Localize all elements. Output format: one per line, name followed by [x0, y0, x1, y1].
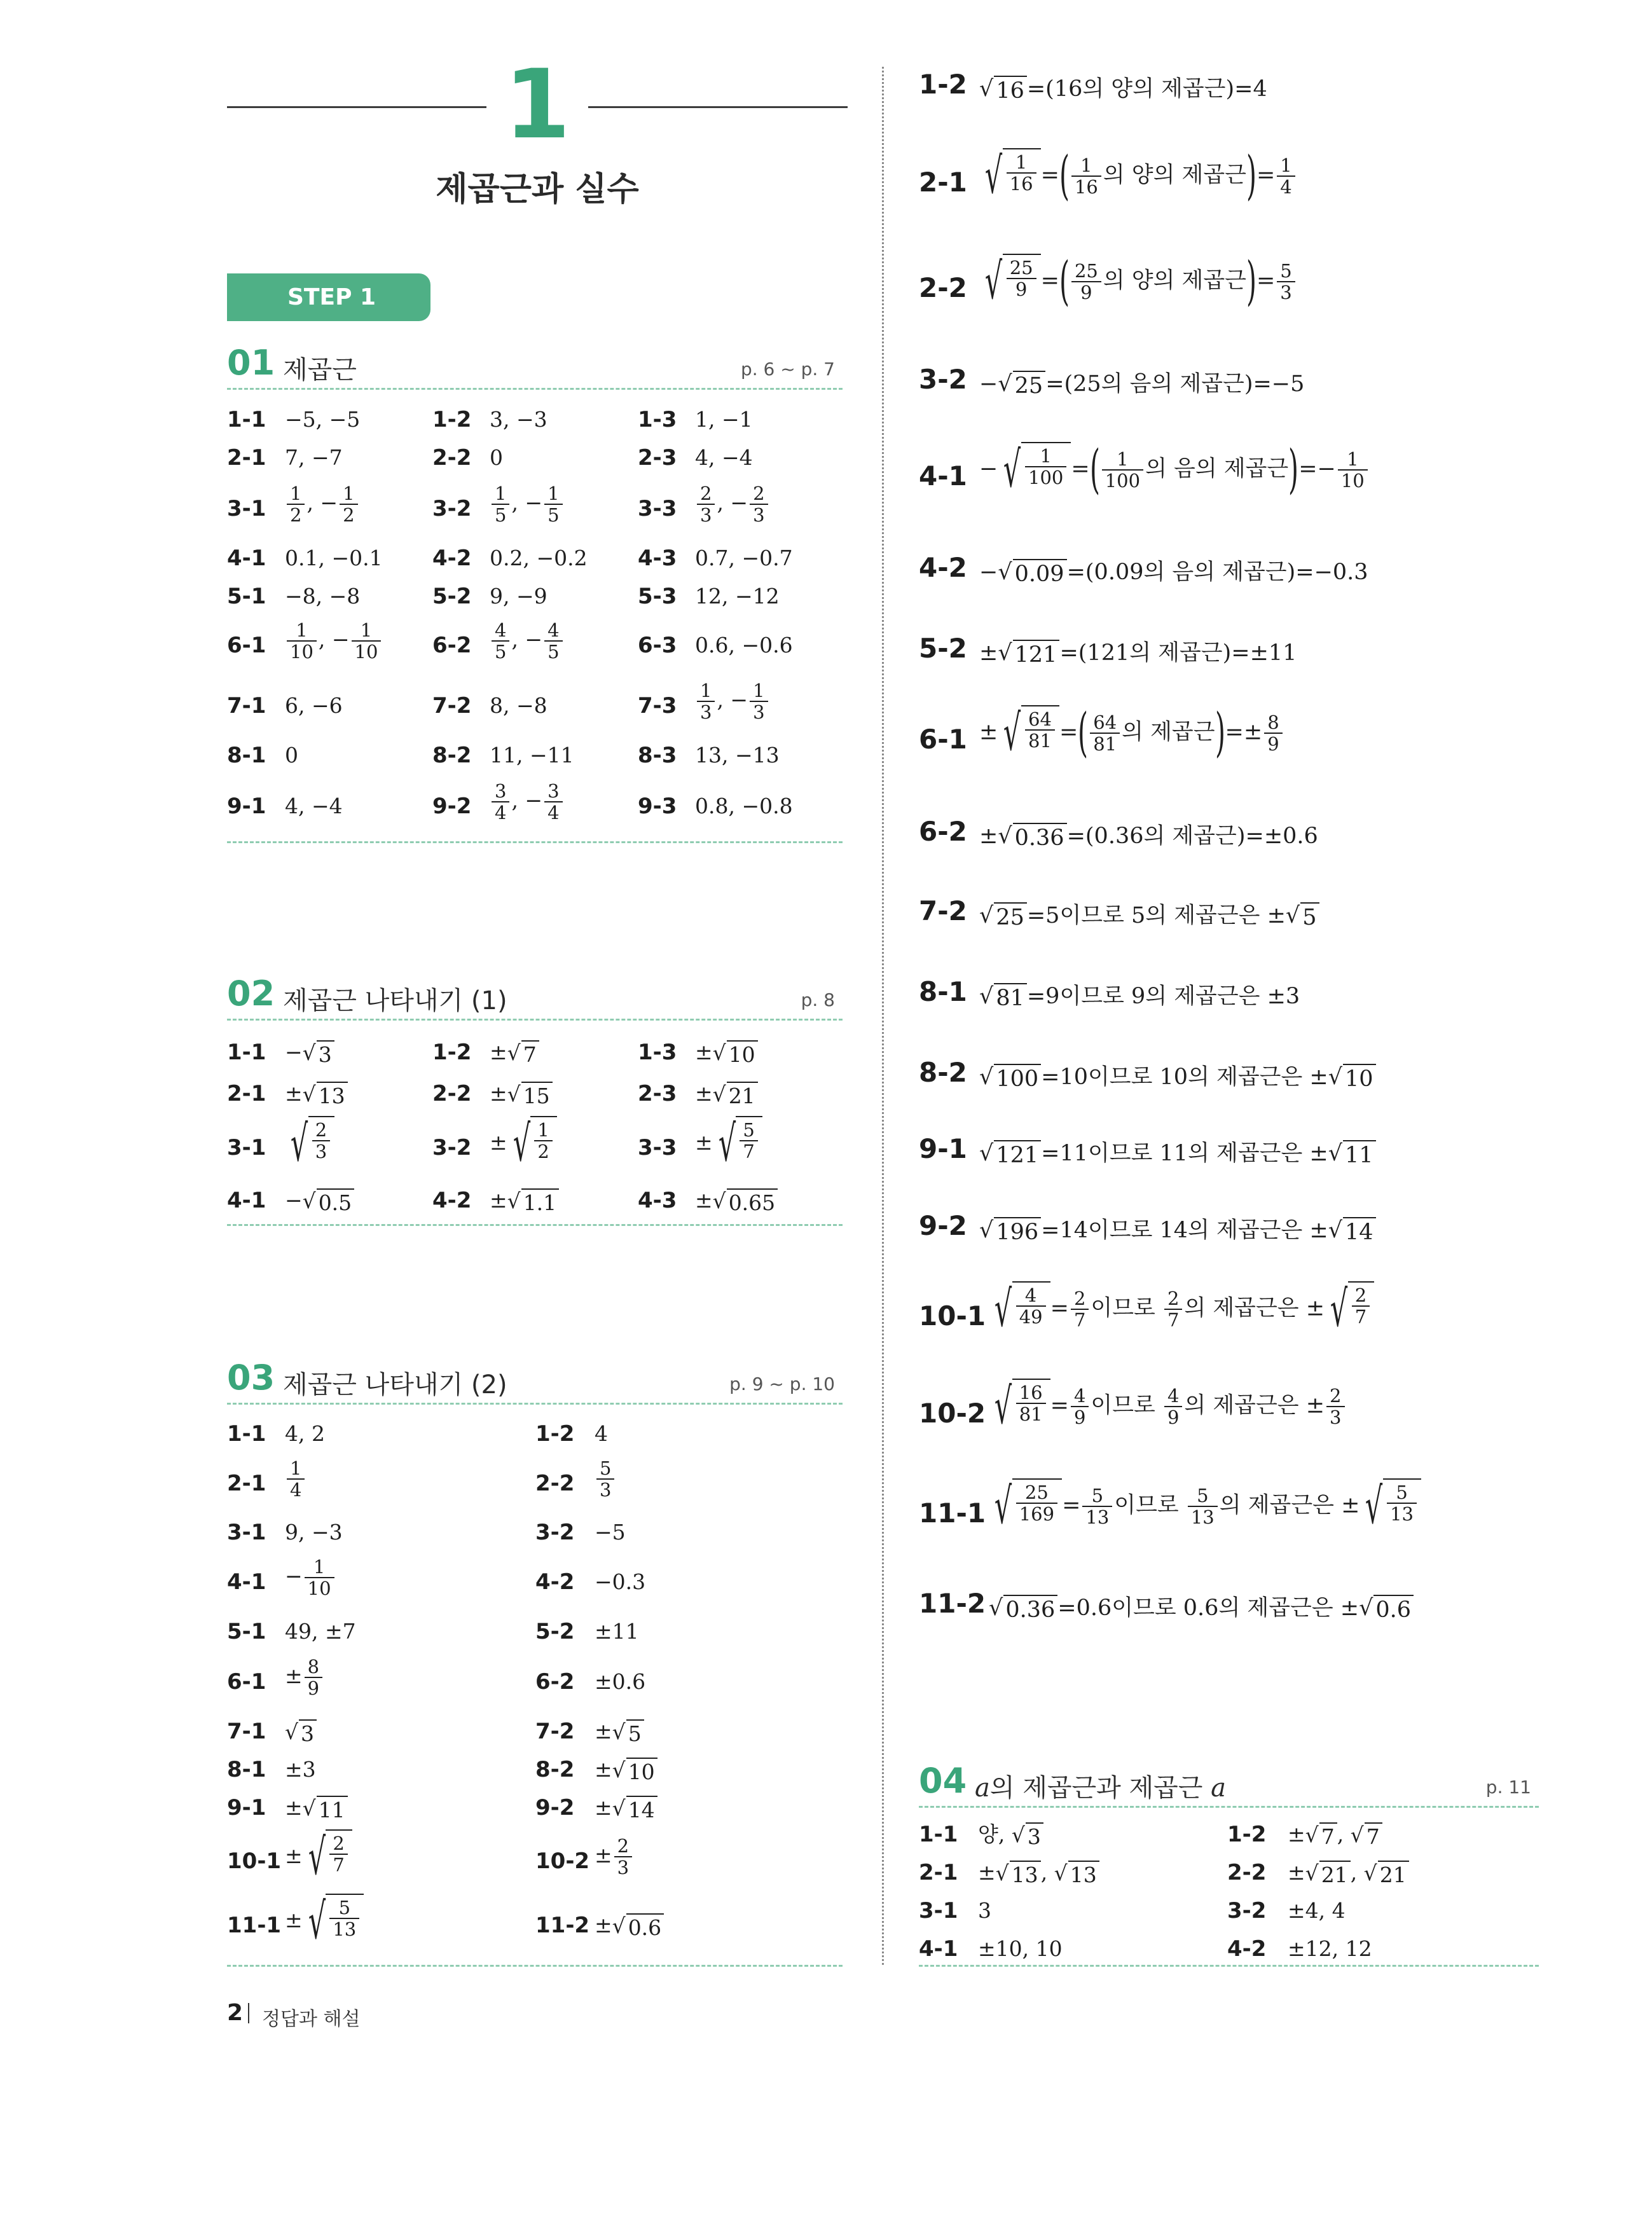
answer-value: 49, ±7	[285, 1619, 356, 1644]
answer-label: 8-1	[227, 1757, 266, 1782]
answer-label: 4-1	[227, 546, 266, 571]
answer-value: ± √ 13 , √ 13	[978, 1860, 1099, 1887]
answer-value: 4, −4	[285, 794, 343, 818]
answer-value: ± √ $\frac{5}{7}$	[695, 1116, 762, 1172]
section-02-end-rule	[227, 1224, 843, 1226]
solution-label: 7-2	[919, 895, 967, 926]
section-number: 03	[227, 1358, 275, 1398]
answer-label: 2-1	[227, 1471, 266, 1496]
section-title	[975, 1768, 1226, 1804]
answer-value: 4, 2	[285, 1421, 325, 1446]
section-03-end-rule	[227, 1965, 843, 1967]
answer-label: 8-2	[432, 743, 472, 768]
answer-value: ± √ 7	[490, 1040, 539, 1067]
answer-label: 5-2	[535, 1619, 575, 1644]
answer-value: ± $\frac{2}{3}$	[595, 1836, 634, 1878]
solution-label: 10-2	[919, 1398, 986, 1429]
answer-value: 9, −3	[285, 1520, 343, 1545]
answer-value: − $\frac{1}{10}$	[285, 1557, 336, 1599]
answer-value: −5, −5	[285, 407, 361, 432]
answer-value: ± √ $\frac{2}{7}$	[285, 1829, 352, 1885]
answer-label: 4-2	[432, 546, 472, 571]
answer-label: 2-2	[535, 1471, 575, 1496]
section-title: 제곱근	[283, 355, 357, 385]
solution-label: 9-2	[919, 1210, 967, 1241]
answer-label: 4-2	[535, 1569, 575, 1595]
answer-value: ±4, 4	[1288, 1898, 1346, 1923]
solution-label: 5-2	[919, 633, 967, 664]
answer-label: 6-1	[227, 633, 266, 658]
answer-label: 4-3	[638, 546, 677, 571]
answer-value: $\frac{1}{3}$ , − $\frac{1}{3}$	[695, 680, 770, 722]
answer-label: 2-1	[919, 1860, 958, 1885]
answer-value: $\frac{1}{10}$ , − $\frac{1}{10}$	[285, 620, 383, 662]
answer-value: ± √ 21	[695, 1081, 758, 1108]
answer-value: 0.1, −0.1	[285, 546, 383, 570]
section-03-header	[227, 1358, 843, 1405]
solution-label: 6-1	[919, 724, 967, 755]
answer-value: 0	[285, 743, 298, 767]
answer-value: $\frac{4}{5}$ , − $\frac{4}{5}$	[490, 620, 565, 662]
solution-label: 4-1	[919, 460, 967, 492]
answer-value: ± √ $\frac{1}{2}$	[490, 1116, 557, 1172]
answer-value: 11, −11	[490, 743, 574, 767]
solution-label: 4-2	[919, 552, 967, 583]
answer-label: 9-1	[227, 1795, 266, 1820]
solution-expression: − √ 25 =(25의 음의 제곱근)=−5	[979, 371, 1305, 399]
answer-value: 1, −1	[695, 407, 753, 432]
solution-expression: √ 0.36 =0.6이므로 0.6의 제곱근은 ± √ 0.6	[989, 1590, 1414, 1623]
answer-label: 8-2	[535, 1757, 575, 1782]
solution-label: 6-2	[919, 816, 967, 847]
answer-label: 6-3	[638, 633, 677, 658]
answer-value: ± √ 15	[490, 1081, 553, 1108]
answer-label: 1-3	[638, 1040, 677, 1065]
answer-label: 5-1	[227, 584, 266, 609]
solution-expression: − √ $\frac{1}{100}$ =( $\frac{1}{100}$ 의 음의 제곱근)=− $\frac{1}{10}$	[979, 441, 1370, 499]
answer-label: 1-1	[227, 1421, 266, 1447]
answer-label: 2-2	[432, 445, 472, 471]
answer-label: 9-1	[227, 794, 266, 819]
answer-value: 13, −13	[695, 743, 780, 767]
solution-expression: √ $\frac{25}{9}$ =( $\frac{25}{9}$ 의 양의 제곱근)= $\frac{5}{3}$	[979, 253, 1297, 310]
answer-label: 4-1	[227, 1188, 266, 1213]
solution-expression: √ $\frac{4}{49}$ = $\frac{2}{7}$ 이므로 $\frac{2}{7}$ 의 제곱근은 ± √ $\frac{2}{7}$	[989, 1281, 1374, 1337]
answer-value: $\frac{2}{3}$ , − $\frac{2}{3}$	[695, 483, 770, 525]
section-title-text: 의 제곱근과 제곱근	[989, 1773, 1211, 1803]
answer-value: ± √ 10	[595, 1757, 657, 1784]
solution-label: 11-2	[919, 1588, 986, 1619]
answer-label: 4-1	[919, 1936, 958, 1962]
answer-label: 9-2	[432, 794, 472, 819]
solution-label: 8-1	[919, 976, 967, 1007]
section-title: 제곱근 나타내기 (1)	[283, 986, 507, 1015]
answer-value: ±10, 10	[978, 1936, 1063, 1961]
column-divider	[882, 67, 884, 1965]
answer-value: 0.6, −0.6	[695, 633, 793, 657]
answer-value: ± √ 21 , √ 21	[1288, 1860, 1409, 1887]
answer-label: 3-1	[227, 1520, 266, 1545]
section-number: 02	[227, 974, 275, 1014]
answer-value: 0.2, −0.2	[490, 546, 588, 570]
solution-expression: √ 196 =14이므로 14의 제곱근은 ± √ 14	[979, 1213, 1376, 1246]
answer-label: 1-2	[1227, 1822, 1267, 1847]
answer-label: 3-1	[227, 1135, 266, 1160]
answer-value: 0	[490, 445, 503, 470]
answer-label: 6-2	[535, 1669, 575, 1695]
section-number: 01	[227, 343, 275, 383]
answer-label: 2-3	[638, 445, 677, 471]
answer-label: 5-3	[638, 584, 677, 609]
solution-label: 3-2	[919, 364, 967, 395]
answer-value-text: 양,	[978, 1822, 1012, 1847]
answer-label: 7-3	[638, 693, 677, 719]
solution-expression: √ $\frac{1}{16}$ =( $\frac{1}{16}$ 의 양의 제곱근)= $\frac{1}{4}$	[979, 148, 1297, 205]
answer-label: 5-2	[432, 584, 472, 609]
solution-label: 2-2	[919, 272, 967, 303]
solution-label: 9-1	[919, 1133, 967, 1164]
section-title: 제곱근 나타내기 (2)	[283, 1370, 507, 1400]
answer-value: ± √ 14	[595, 1795, 657, 1822]
solution-label: 2-1	[919, 167, 967, 198]
solution-expression: − √ 0.09 =(0.09의 음의 제곱근)=−0.3	[979, 560, 1368, 587]
answer-label: 11-2	[535, 1913, 590, 1938]
answer-label: 8-1	[227, 743, 266, 768]
answer-label: 7-2	[432, 693, 472, 719]
answer-value: 4, −4	[695, 445, 753, 470]
answer-value: 0.7, −0.7	[695, 546, 793, 570]
section-01-header	[227, 343, 843, 390]
answer-value: $\frac{1}{5}$ , − $\frac{1}{5}$	[490, 483, 565, 525]
header-rule-right	[588, 106, 848, 108]
solution-expression: √ $\frac{25}{169}$ = $\frac{5}{13}$ 이므로 $\frac{5}{13}$ 의 제곱근은 ± √ $\frac{5}{13}$	[989, 1478, 1421, 1534]
section-01-end-rule	[227, 841, 843, 843]
answer-label: 6-2	[432, 633, 472, 658]
answer-value: −5	[595, 1520, 626, 1545]
answer-label: 1-3	[638, 407, 677, 432]
answer-label: 4-2	[432, 1188, 472, 1213]
solution-expression: √ $\frac{16}{81}$ = $\frac{4}{9}$ 이므로 $\frac{4}{9}$ 의 제곱근은 ± $\frac{2}{3}$	[989, 1379, 1347, 1435]
answer-label: 11-1	[227, 1913, 282, 1938]
page-number: 2	[227, 2000, 244, 2026]
answer-label: 3-1	[919, 1898, 958, 1924]
answer-label: 10-2	[535, 1848, 590, 1874]
solution-expression: √ 100 =10이므로 10의 제곱근은 ± √ 10	[979, 1059, 1376, 1092]
answer-label: 7-1	[227, 1719, 266, 1744]
chapter-number: 1	[504, 50, 571, 160]
answer-label: 3-2	[1227, 1898, 1267, 1924]
answer-label: 3-2	[432, 1135, 472, 1160]
answer-label: 4-1	[227, 1569, 266, 1595]
answer-label: 1-1	[227, 1040, 266, 1065]
answer-value: ± $\frac{8}{9}$	[285, 1656, 324, 1698]
answer-value: 8, −8	[490, 693, 547, 718]
answer-value: ± √ 7 , √ 7	[1288, 1822, 1382, 1849]
answer-value: 양, √ 3	[978, 1822, 1043, 1849]
variable-a: a	[1211, 1773, 1226, 1803]
answer-value: 3, −3	[490, 407, 547, 432]
answer-value: ± √ 11	[285, 1795, 348, 1822]
answer-value: ± √ 1.1	[490, 1188, 559, 1215]
answer-value: ± √ 5	[595, 1719, 644, 1746]
answer-label: 2-1	[227, 1081, 266, 1106]
answer-value: $\frac{1}{2}$ , − $\frac{1}{2}$	[285, 483, 360, 525]
header-rule-left	[227, 106, 486, 108]
section-04-end-rule	[919, 1965, 1539, 1967]
solution-expression: √ 25 =5이므로 5의 제곱근은 ± √ 5	[979, 898, 1319, 931]
answer-label: 3-1	[227, 496, 266, 521]
answer-value: $\frac{5}{3}$	[595, 1458, 616, 1500]
answer-value: √ $\frac{2}{3}$	[285, 1116, 334, 1172]
section-02-header	[227, 974, 843, 1021]
answer-label: 7-2	[535, 1719, 575, 1744]
answer-value: ±0.6	[595, 1669, 646, 1694]
solution-expression: ± √ 0.36 =(0.36의 제곱근)=±0.6	[979, 823, 1318, 851]
section-pages: p. 8	[801, 989, 835, 1010]
answer-label: 1-2	[432, 1040, 472, 1065]
answer-value: 6, −6	[285, 693, 343, 718]
answer-label: 1-1	[227, 407, 266, 432]
solution-expression: √ 81 =9이므로 9의 제곱근은 ±3	[979, 984, 1300, 1011]
answer-label: 7-1	[227, 693, 266, 719]
solution-label: 10-1	[919, 1300, 986, 1332]
footer-label: 정답과 해설	[262, 2008, 361, 2030]
answer-value: ±12, 12	[1288, 1936, 1372, 1961]
answer-label: 3-2	[432, 496, 472, 521]
answer-label: 3-3	[638, 1135, 677, 1160]
answer-label: 4-3	[638, 1188, 677, 1213]
answer-label: 3-2	[535, 1520, 575, 1545]
answer-label: 3-3	[638, 496, 677, 521]
answer-value: ± √ $\frac{5}{13}$	[285, 1894, 364, 1950]
footer-separator	[248, 2003, 249, 2023]
solution-label: 1-2	[919, 69, 967, 100]
answer-value: $\frac{1}{4}$	[285, 1458, 306, 1500]
section-pages: p. 11	[1485, 1777, 1531, 1798]
answer-label: 2-2	[432, 1081, 472, 1106]
step-badge: STEP 1	[227, 273, 430, 321]
answer-value: − √ 0.5	[285, 1188, 354, 1215]
answer-value: 9, −9	[490, 584, 547, 609]
answer-value: −0.3	[595, 1569, 646, 1594]
answer-label: 2-1	[227, 445, 266, 471]
answer-label: 6-1	[227, 1669, 266, 1695]
solution-label: 11-1	[919, 1497, 986, 1529]
section-04-header	[919, 1761, 1539, 1808]
answer-value: ± √ 0.6	[595, 1913, 664, 1940]
answer-value: ±3	[285, 1757, 316, 1782]
answer-label: 2-3	[638, 1081, 677, 1106]
section-pages: p. 9 ~ p. 10	[729, 1373, 835, 1394]
answer-value: 3	[978, 1898, 991, 1923]
answer-label: 1-2	[432, 407, 472, 432]
answer-value: ±11	[595, 1619, 639, 1644]
chapter-title: 제곱근과 실수	[436, 170, 639, 209]
answer-label: 5-1	[227, 1619, 266, 1644]
answer-label: 2-2	[1227, 1860, 1267, 1885]
solution-label: 8-2	[919, 1057, 967, 1088]
section-number: 04	[919, 1761, 967, 1801]
answer-value: ± √ 13	[285, 1081, 348, 1108]
answer-value: √ 3	[285, 1719, 317, 1746]
answer-value: 4	[595, 1421, 608, 1446]
variable-a: a	[975, 1773, 990, 1803]
solution-expression: √ 121 =11이므로 11의 제곱근은 ± √ 11	[979, 1136, 1376, 1169]
answer-label: 8-3	[638, 743, 677, 768]
answer-value: − √ 3	[285, 1040, 334, 1067]
solution-expression: √ 16 =(16의 양의 제곱근)=4	[979, 76, 1267, 104]
answer-label: 9-2	[535, 1795, 575, 1820]
answer-value: 0.8, −0.8	[695, 794, 793, 818]
answer-label: 4-2	[1227, 1936, 1267, 1962]
section-pages: p. 6 ~ p. 7	[740, 359, 835, 380]
solution-expression: ± √ $\frac{64}{81}$ =( $\frac{64}{81}$ 의 제곱근)=± $\frac{8}{9}$	[979, 705, 1284, 762]
answer-label: 1-2	[535, 1421, 575, 1447]
answer-label: 9-3	[638, 794, 677, 819]
answer-value: 12, −12	[695, 584, 780, 609]
answer-label: 1-1	[919, 1822, 958, 1847]
answer-value: ± √ 0.65	[695, 1188, 778, 1215]
solution-expression: ± √ 121 =(121의 제곱근)=±11	[979, 640, 1297, 668]
answer-label: 10-1	[227, 1848, 282, 1874]
answer-value: ± √ 10	[695, 1040, 758, 1067]
answer-value: 7, −7	[285, 445, 343, 470]
answer-value: $\frac{3}{4}$ , − $\frac{3}{4}$	[490, 781, 565, 823]
answer-value: −8, −8	[285, 584, 361, 609]
